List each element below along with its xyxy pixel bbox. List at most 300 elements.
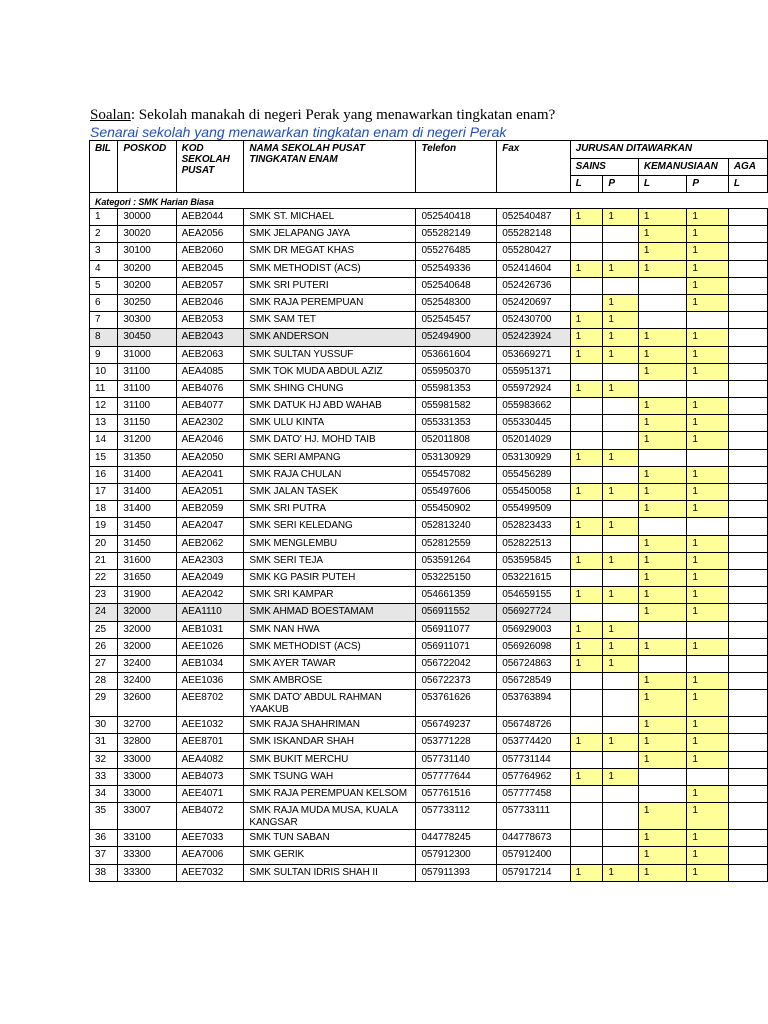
sains-l-cell (570, 294, 603, 311)
agama-l-cell (728, 621, 767, 638)
telefon-cell: 052813240 (416, 518, 497, 535)
agama-l-cell (728, 484, 767, 501)
kod-cell: AEE7033 (176, 830, 244, 847)
sains-l-cell: 1 (570, 552, 603, 569)
nama-cell: SMK SRI KAMPAR (244, 587, 416, 604)
fax-cell: 053130929 (497, 449, 570, 466)
bil-cell: 30 (90, 717, 118, 734)
nama-cell: SMK DATO' HJ. MOHD TAIB (244, 432, 416, 449)
nama-cell: SMK SERI TEJA (244, 552, 416, 569)
kemanusiaan-l-cell: 1 (638, 847, 687, 864)
table-row (90, 552, 768, 569)
sains-p-cell: 1 (603, 484, 639, 501)
agama-l-cell (728, 432, 767, 449)
kemanusiaan-l-cell (638, 449, 687, 466)
kemanusiaan-p-cell: 1 (687, 484, 729, 501)
kemanusiaan-p-cell: 1 (687, 717, 729, 734)
poskod-cell: 32000 (118, 604, 176, 621)
telefon-cell: 057911393 (416, 864, 497, 881)
agama-l-cell (728, 673, 767, 690)
table-row (90, 604, 768, 621)
telefon-cell: 053225150 (416, 569, 497, 586)
sains-p-cell (603, 847, 639, 864)
telefon-cell: 052548300 (416, 294, 497, 311)
fax-cell: 052426736 (497, 277, 570, 294)
agama-l-cell (728, 518, 767, 535)
sains-p-cell: 1 (603, 312, 639, 329)
telefon-cell: 053771228 (416, 734, 497, 751)
kemanusiaan-p-cell (687, 518, 729, 535)
kemanusiaan-l-cell: 1 (638, 587, 687, 604)
header-kod: KOD SEKOLAH PUSAT (176, 141, 244, 193)
kod-cell: AEA2302 (176, 415, 244, 432)
table-row (90, 655, 768, 672)
agama-l-cell (728, 569, 767, 586)
telefon-cell: 056722042 (416, 655, 497, 672)
sains-p-cell (603, 432, 639, 449)
nama-cell: SMK AYER TAWAR (244, 655, 416, 672)
nama-cell: SMK SULTAN IDRIS SHAH II (244, 864, 416, 881)
bil-cell: 23 (90, 587, 118, 604)
sains-l-cell (570, 363, 603, 380)
bil-cell: 25 (90, 621, 118, 638)
nama-cell: SMK RAJA CHULAN (244, 466, 416, 483)
bil-cell: 33 (90, 768, 118, 785)
kemanusiaan-l-cell: 1 (638, 346, 687, 363)
fax-cell: 055972924 (497, 380, 570, 397)
kemanusiaan-p-cell: 1 (687, 803, 729, 830)
header-jurusan: JURUSAN DITAWARKAN (570, 141, 767, 159)
kemanusiaan-p-cell: 1 (687, 830, 729, 847)
telefon-cell: 052812559 (416, 535, 497, 552)
kemanusiaan-l-cell: 1 (638, 673, 687, 690)
bil-cell: 24 (90, 604, 118, 621)
fax-cell: 056748726 (497, 717, 570, 734)
header-bil: BIL (90, 141, 118, 193)
sains-l-cell: 1 (570, 864, 603, 881)
fax-cell: 055499509 (497, 501, 570, 518)
sains-p-cell (603, 501, 639, 518)
fax-cell: 056926098 (497, 638, 570, 655)
kemanusiaan-p-cell: 1 (687, 638, 729, 655)
fax-cell: 052823433 (497, 518, 570, 535)
kemanusiaan-l-cell: 1 (638, 535, 687, 552)
sains-p-cell: 1 (603, 621, 639, 638)
kemanusiaan-l-cell: 1 (638, 717, 687, 734)
kemanusiaan-p-cell: 1 (687, 604, 729, 621)
table-row (90, 673, 768, 690)
poskod-cell: 30200 (118, 277, 176, 294)
kod-cell: AEE4071 (176, 786, 244, 803)
kemanusiaan-l-cell: 1 (638, 329, 687, 346)
poskod-cell: 31650 (118, 569, 176, 586)
telefon-cell: 055950370 (416, 363, 497, 380)
fax-cell: 052414604 (497, 260, 570, 277)
agama-l-cell (728, 847, 767, 864)
nama-cell: SMK SHING CHUNG (244, 380, 416, 397)
bil-cell: 29 (90, 690, 118, 717)
table-row (90, 209, 768, 226)
agama-l-cell (728, 690, 767, 717)
poskod-cell: 31400 (118, 501, 176, 518)
header-agama-l: L (728, 176, 767, 193)
table-row (90, 864, 768, 881)
kod-cell: AEB4076 (176, 380, 244, 397)
table-row (90, 768, 768, 785)
fax-cell: 053221615 (497, 569, 570, 586)
table-row (90, 535, 768, 552)
fax-cell: 052420697 (497, 294, 570, 311)
agama-l-cell (728, 638, 767, 655)
fax-cell: 054659155 (497, 587, 570, 604)
telefon-cell: 055276485 (416, 243, 497, 260)
table-row (90, 501, 768, 518)
bil-cell: 2 (90, 226, 118, 243)
sains-p-cell (603, 786, 639, 803)
kemanusiaan-l-cell: 1 (638, 803, 687, 830)
nama-cell: SMK SERI KELEDANG (244, 518, 416, 535)
kod-cell: AEA4085 (176, 363, 244, 380)
telefon-cell: 056911552 (416, 604, 497, 621)
telefon-cell: 052540648 (416, 277, 497, 294)
kemanusiaan-l-cell: 1 (638, 209, 687, 226)
nama-cell: SMK SRI PUTRA (244, 501, 416, 518)
fax-cell: 057764962 (497, 768, 570, 785)
sains-l-cell (570, 830, 603, 847)
telefon-cell: 055282149 (416, 226, 497, 243)
telefon-cell: 056749237 (416, 717, 497, 734)
poskod-cell: 32400 (118, 655, 176, 672)
kemanusiaan-l-cell: 1 (638, 466, 687, 483)
telefon-cell: 053591264 (416, 552, 497, 569)
kemanusiaan-p-cell: 1 (687, 346, 729, 363)
sains-l-cell (570, 243, 603, 260)
sains-l-cell (570, 432, 603, 449)
kod-cell: AEA1110 (176, 604, 244, 621)
kemanusiaan-p-cell: 1 (687, 466, 729, 483)
kemanusiaan-p-cell: 1 (687, 432, 729, 449)
bil-cell: 16 (90, 466, 118, 483)
kemanusiaan-l-cell: 1 (638, 864, 687, 881)
kod-cell: AEA2051 (176, 484, 244, 501)
sains-p-cell (603, 415, 639, 432)
kemanusiaan-p-cell: 1 (687, 294, 729, 311)
telefon-cell: 052494900 (416, 329, 497, 346)
fax-cell: 055456289 (497, 466, 570, 483)
kod-cell: AEB4073 (176, 768, 244, 785)
poskod-cell: 33100 (118, 830, 176, 847)
bil-cell: 18 (90, 501, 118, 518)
fax-cell: 052423924 (497, 329, 570, 346)
agama-l-cell (728, 363, 767, 380)
header-sains-l: L (570, 176, 603, 193)
header-fax: Fax (497, 141, 570, 193)
poskod-cell: 33000 (118, 786, 176, 803)
sains-p-cell (603, 466, 639, 483)
telefon-cell: 056722373 (416, 673, 497, 690)
sains-p-cell (603, 830, 639, 847)
fax-cell: 055983662 (497, 398, 570, 415)
table-row (90, 294, 768, 311)
bil-cell: 37 (90, 847, 118, 864)
nama-cell: SMK ISKANDAR SHAH (244, 734, 416, 751)
kemanusiaan-l-cell: 1 (638, 501, 687, 518)
fax-cell: 057777458 (497, 786, 570, 803)
kod-cell: AEB2060 (176, 243, 244, 260)
kemanusiaan-p-cell: 1 (687, 587, 729, 604)
nama-cell: SMK TUN SABAN (244, 830, 416, 847)
kemanusiaan-l-cell: 1 (638, 243, 687, 260)
kemanusiaan-p-cell: 1 (687, 864, 729, 881)
kemanusiaan-l-cell (638, 768, 687, 785)
question-text: : Sekolah manakah di negeri Perak yang menawarkan tingkatan enam? (130, 107, 556, 123)
nama-cell: SMK SERI AMPANG (244, 449, 416, 466)
table-row (90, 803, 768, 830)
kod-cell: AEB4072 (176, 803, 244, 830)
kod-cell: AEB1031 (176, 621, 244, 638)
sains-l-cell: 1 (570, 380, 603, 397)
poskod-cell: 33000 (118, 768, 176, 785)
telefon-cell: 056911077 (416, 621, 497, 638)
kemanusiaan-p-cell: 1 (687, 569, 729, 586)
bil-cell: 8 (90, 329, 118, 346)
header-sains: SAINS (570, 159, 638, 176)
sains-p-cell (603, 673, 639, 690)
kemanusiaan-p-cell: 1 (687, 260, 729, 277)
bil-cell: 31 (90, 734, 118, 751)
table-row (90, 587, 768, 604)
sains-l-cell (570, 569, 603, 586)
kemanusiaan-l-cell (638, 312, 687, 329)
agama-l-cell (728, 501, 767, 518)
kod-cell: AEA2303 (176, 552, 244, 569)
sains-p-cell: 1 (603, 449, 639, 466)
sains-p-cell (603, 363, 639, 380)
bil-cell: 9 (90, 346, 118, 363)
kod-cell: AEB2057 (176, 277, 244, 294)
sains-l-cell: 1 (570, 312, 603, 329)
nama-cell: SMK RAJA PEREMPUAN (244, 294, 416, 311)
poskod-cell: 31400 (118, 484, 176, 501)
kemanusiaan-p-cell: 1 (687, 751, 729, 768)
poskod-cell: 32000 (118, 621, 176, 638)
poskod-cell: 30250 (118, 294, 176, 311)
sains-l-cell: 1 (570, 655, 603, 672)
table-row (90, 734, 768, 751)
telefon-cell: 053661604 (416, 346, 497, 363)
kemanusiaan-p-cell (687, 655, 729, 672)
fax-cell: 053595845 (497, 552, 570, 569)
agama-l-cell (728, 734, 767, 751)
nama-cell: SMK METHODIST (ACS) (244, 638, 416, 655)
kemanusiaan-p-cell: 1 (687, 398, 729, 415)
table-row (90, 786, 768, 803)
table-row (90, 277, 768, 294)
sains-l-cell: 1 (570, 587, 603, 604)
nama-cell: SMK ULU KINTA (244, 415, 416, 432)
sains-l-cell (570, 717, 603, 734)
sains-l-cell: 1 (570, 518, 603, 535)
kod-cell: AEB2063 (176, 346, 244, 363)
telefon-cell: 055450902 (416, 501, 497, 518)
kod-cell: AEA2041 (176, 466, 244, 483)
table-row (90, 690, 768, 717)
sains-p-cell: 1 (603, 380, 639, 397)
bil-cell: 5 (90, 277, 118, 294)
nama-cell: SMK NAN HWA (244, 621, 416, 638)
sains-l-cell (570, 786, 603, 803)
fax-cell: 044778673 (497, 830, 570, 847)
sains-p-cell (603, 243, 639, 260)
agama-l-cell (728, 830, 767, 847)
sains-l-cell: 1 (570, 449, 603, 466)
nama-cell: SMK SULTAN YUSSUF (244, 346, 416, 363)
nama-cell: SMK RAJA MUDA MUSA, KUALA KANGSAR (244, 803, 416, 830)
kemanusiaan-p-cell: 1 (687, 552, 729, 569)
poskod-cell: 32600 (118, 690, 176, 717)
kemanusiaan-l-cell: 1 (638, 751, 687, 768)
fax-cell: 052540487 (497, 209, 570, 226)
fax-cell: 055450058 (497, 484, 570, 501)
header-nama: NAMA SEKOLAH PUSAT TINGKATAN ENAM (244, 141, 416, 193)
poskod-cell: 31400 (118, 466, 176, 483)
kod-cell: AEA2047 (176, 518, 244, 535)
telefon-cell: 055331353 (416, 415, 497, 432)
bil-cell: 21 (90, 552, 118, 569)
sains-l-cell: 1 (570, 621, 603, 638)
sains-l-cell: 1 (570, 734, 603, 751)
nama-cell: SMK JALAN TASEK (244, 484, 416, 501)
table-row (90, 466, 768, 483)
bil-cell: 17 (90, 484, 118, 501)
telefon-cell: 055497606 (416, 484, 497, 501)
sains-l-cell (570, 535, 603, 552)
telefon-cell: 052549336 (416, 260, 497, 277)
telefon-cell: 052545457 (416, 312, 497, 329)
telefon-cell: 055981353 (416, 380, 497, 397)
poskod-cell: 31000 (118, 346, 176, 363)
table-row (90, 621, 768, 638)
poskod-cell: 30000 (118, 209, 176, 226)
sains-p-cell: 1 (603, 655, 639, 672)
kemanusiaan-p-cell (687, 768, 729, 785)
kemanusiaan-l-cell (638, 380, 687, 397)
telefon-cell: 057731140 (416, 751, 497, 768)
table-row (90, 243, 768, 260)
bil-cell: 27 (90, 655, 118, 672)
nama-cell: SMK DATO' ABDUL RAHMAN YAAKUB (244, 690, 416, 717)
nama-cell: SMK TSUNG WAH (244, 768, 416, 785)
sains-l-cell: 1 (570, 768, 603, 785)
agama-l-cell (728, 415, 767, 432)
agama-l-cell (728, 243, 767, 260)
kemanusiaan-l-cell (638, 518, 687, 535)
kemanusiaan-l-cell: 1 (638, 484, 687, 501)
agama-l-cell (728, 346, 767, 363)
sains-p-cell: 1 (603, 294, 639, 311)
telefon-cell: 052540418 (416, 209, 497, 226)
kemanusiaan-p-cell: 1 (687, 501, 729, 518)
kod-cell: AEE1026 (176, 638, 244, 655)
bil-cell: 35 (90, 803, 118, 830)
bil-cell: 20 (90, 535, 118, 552)
kemanusiaan-p-cell: 1 (687, 363, 729, 380)
sains-l-cell (570, 690, 603, 717)
kod-cell: AEA2050 (176, 449, 244, 466)
kod-cell: AEE8701 (176, 734, 244, 751)
table-row (90, 226, 768, 243)
poskod-cell: 30100 (118, 243, 176, 260)
kemanusiaan-l-cell: 1 (638, 604, 687, 621)
kemanusiaan-p-cell: 1 (687, 847, 729, 864)
agama-l-cell (728, 587, 767, 604)
kemanusiaan-p-cell: 1 (687, 734, 729, 751)
kemanusiaan-p-cell: 1 (687, 535, 729, 552)
table-row (90, 432, 768, 449)
nama-cell: SMK RAJA PEREMPUAN KELSOM (244, 786, 416, 803)
fax-cell: 053669271 (497, 346, 570, 363)
agama-l-cell (728, 260, 767, 277)
poskod-cell: 32000 (118, 638, 176, 655)
kod-cell: AEB2053 (176, 312, 244, 329)
table-row (90, 518, 768, 535)
sains-p-cell: 1 (603, 346, 639, 363)
kemanusiaan-l-cell (638, 655, 687, 672)
sains-p-cell: 1 (603, 552, 639, 569)
bil-cell: 26 (90, 638, 118, 655)
sains-p-cell (603, 569, 639, 586)
kemanusiaan-l-cell: 1 (638, 363, 687, 380)
kemanusiaan-p-cell (687, 449, 729, 466)
telefon-cell: 057761516 (416, 786, 497, 803)
sains-p-cell (603, 226, 639, 243)
sains-l-cell (570, 751, 603, 768)
table-row (90, 329, 768, 346)
kemanusiaan-p-cell: 1 (687, 690, 729, 717)
bil-cell: 12 (90, 398, 118, 415)
sains-p-cell: 1 (603, 587, 639, 604)
sains-p-cell: 1 (603, 518, 639, 535)
header-agama: AGA (728, 159, 767, 176)
poskod-cell: 33300 (118, 864, 176, 881)
table-row (90, 638, 768, 655)
kemanusiaan-p-cell: 1 (687, 226, 729, 243)
kod-cell: AEE8702 (176, 690, 244, 717)
nama-cell: SMK TOK MUDA ABDUL AZIZ (244, 363, 416, 380)
sains-l-cell: 1 (570, 638, 603, 655)
kemanusiaan-p-cell: 1 (687, 786, 729, 803)
agama-l-cell (728, 294, 767, 311)
nama-cell: SMK RAJA SHAHRIMAN (244, 717, 416, 734)
sains-l-cell (570, 604, 603, 621)
kemanusiaan-l-cell: 1 (638, 569, 687, 586)
kemanusiaan-l-cell: 1 (638, 398, 687, 415)
nama-cell: SMK METHODIST (ACS) (244, 260, 416, 277)
fax-cell: 057731144 (497, 751, 570, 768)
agama-l-cell (728, 535, 767, 552)
table-row (90, 415, 768, 432)
table-row (90, 717, 768, 734)
nama-cell: SMK MENGLEMBU (244, 535, 416, 552)
bil-cell: 36 (90, 830, 118, 847)
sains-l-cell (570, 277, 603, 294)
sains-p-cell: 1 (603, 864, 639, 881)
nama-cell: SMK ST. MICHAEL (244, 209, 416, 226)
table-row (90, 449, 768, 466)
kod-cell: AEB2044 (176, 209, 244, 226)
fax-cell: 055280427 (497, 243, 570, 260)
table-row (90, 363, 768, 380)
